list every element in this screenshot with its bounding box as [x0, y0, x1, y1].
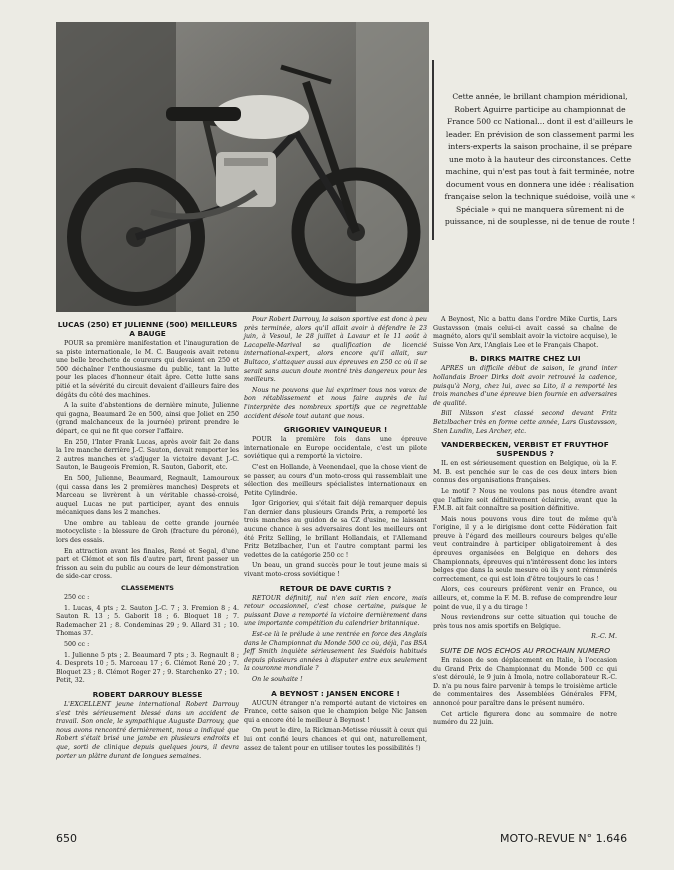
headline-grigoriev: GRIGORIEV VAINQUEUR ! — [283, 425, 388, 435]
paragraph: En raison de son déplacement en Italie, à l'occasion du Grand Prix de Championnat du Monde 500 cc qui s'est déroulé, le 9 juin à Imola, notre collaborateur R.-C. D. n'a pu nous faire parvenir à temps le troisième article de commentaires des Assemblées Générales FFM, annoncé pour paraître dans le présent numéro. — [433, 657, 617, 707]
paragraph: RETOUR définitif, nul n'en sait rien encore, mais retour occasionnel, c'est chose certaine, puisque le puissant Dave a remporté la victoire dernièrement dans une importante compétition du calendrier britannique. — [244, 594, 427, 628]
magazine-issue: MOTO-REVUE N° 1.646 — [500, 832, 628, 845]
column-2 — [244, 316, 427, 755]
paragraph: Alors, ces coureurs préfèrent venir en France, ou ailleurs, et, comme la F. M. B. refuse de comprendre leur point de vue, il y a du tirage ! — [433, 586, 617, 611]
paragraph: Pour Robert Darrouy, la saison sportive est donc à peu près terminée, alors qu'il allait avoir à défendre le 23 juin, à Vesoul, le 28 juillet à Lavaur et le 11 août à Lacapelle-Marival sa qualification de licencié international-expert, alors encore qu'il allait, sur Bultaco, s'attaquer aussi aux épreuves en 250 cc où il se serait sans aucun doute montré très dangereux pour les meilleurs. — [244, 316, 427, 384]
paragraph: C'est en Hollande, à Veenendael, que la chose vient de se passer, au cours d'un moto-cross qui rassemblait une sélection des meilleurs spécialistes internationaux en Petite Cylindrée. — [244, 463, 427, 497]
paragraph: IL en est sérieusement question en Belgique, où la F. M. B. est penchée sur le cas de ces deux inters bien connus des organisations françaises. — [433, 460, 617, 485]
page-number: 650 — [56, 832, 77, 845]
paragraph: Est-ce là le prélude à une rentrée en force des Anglais dans le Championnat du Monde 500 cc où, déjà, l'as BSA Jeff Smith inquiète sérieusement les Suédois habitués depuis plusieurs années à disputer entre eux seulement la couronne mondiale ? — [244, 631, 427, 673]
headline-bauge: LUCAS (250) ET JULIENNE (500) MEILLEURS A BAUGE — [57, 320, 238, 338]
paragraph: Nous ne pouvons que lui exprimer tous nos vœux de bon rétablissement et nous faire auprès de lui l'interprète des nombreux sportifs que ce regrettable accident désole tout autant que nous. — [244, 386, 427, 420]
paragraph: Un beau, un grand succès pour le tout jeune mais si vivant moto-cross soviétique ! — [244, 562, 427, 579]
paragraph: En attraction avant les finales, René et Segal, d'une part et Clémot et son fils d'autre part, firent passer un frisson au sein du public au cours de leur démonstration de side-car cross. — [56, 547, 239, 581]
paragraph: On peut le dire, la Rickman-Metisse réussit à ceux qui lui ont confié leurs chances et qui ont, naturellement, assez de talent pour en utiliser toutes les possibilités !) — [244, 727, 427, 752]
headline-curtis: RETOUR DE DAVE CURTIS ? — [279, 583, 392, 593]
column-3 — [433, 316, 617, 730]
headline-suspendus: VANDERBECKEN, VERBIST ET FRUYTHOF SUSPENDUS ? — [441, 440, 609, 459]
results-500: 1. Julienne 5 pts ; 2. Beaumard 7 pts ; 3. Regnault 8 ; 4. Desprets 10 ; 5. Marceau 17 ; 6. Clémot René 20 ; 7. Bloquet 23 ; 8. Clémot Roger 27 ; 9. Starchenko 27 ; 10. Petit, 32. — [56, 651, 239, 685]
paragraph: A Beynost, Nic a battu dans l'ordre Mike Curtis, Lars Gustavsson (mais celui-ci avait cassé sa chaîne de magnéto, alors qu'il semblait avoir la victoire acquise), le Suisse Von Arx, l'Anglais Lee et le Français Chapot. — [433, 316, 617, 349]
paragraph: On le souhaite ! — [252, 675, 303, 683]
headline-darrouy: ROBERT DARROUY BLESSE — [92, 689, 203, 699]
paragraph: Bill Nilsson s'est classé second devant Fritz Betzlbacher très en forme cette année, Lars Gustavsson, Sten Lundin, Les Archer, etc. — [433, 410, 617, 435]
classements-heading: CLASSEMENTS — [121, 584, 174, 593]
paragraph: En 500, Julienne, Beaumard, Regnault, Lamouroux (qui cassa dans les 2 premières manches) Desprets et Marceau se livrèrent à un véritable chassé-croisé, auquel Lucas ne put participer, ayant des ennuis mécaniques dans les 2 manches. — [56, 474, 239, 517]
paragraph: En 250, l'Inter Frank Lucas, après avoir fait 2e dans la 1re manche derrière J.-C. Sauton, devait remporter les 2 autres manches et s'adjuger la victoire devant J.-C. Sauton, le Baugeois Fremion, R. Sauton, Gaborit, etc. — [56, 438, 239, 472]
column-1 — [56, 316, 239, 763]
paragraph: Igor Grigoriev, qui s'était fait déjà remarquer depuis l'an dernier dans plusieurs Grands Prix, a remporté les trois manches au guidon de sa CZ d'usine, ne laissant aucune chance à ses adversaires dont les meilleurs ont été Fritz Selling, le brillant Hollandais, et l'Allemand Fritz Betzlbacher, l'un et l'autre comptant parmi les vedettes de la catégorie 250 cc ! — [244, 500, 427, 559]
results-250: 1. Lucas, 4 pts ; 2. Sauton J.-C. 7 ; 3. Fremion 8 ; 4. Sauton R. 13 ; 5. Gaborit 18 ; 6. Bloquet 18 ; 7. Rademacher 21 ; 8. Condeminas 29 ; 9. Allard 31 ; 10. Thomas 37. — [56, 604, 239, 638]
paragraph: Une ombre au tableau de cette grande journée motocycliste : la blessure de Groh (fracture du péroné), lors des essais. — [56, 519, 239, 545]
headline-suite: SUITE DE NOS ECHOS AU PROCHAIN NUMERO — [439, 646, 611, 655]
paragraph: L'EXCELLENT jeune international Robert Darrouy s'est très sérieusement blessé dans un accident de travail. Son oncle, le sympathique Auguste Darrouy, que nous avons rencontré dernièrement, nous a indiqué que Robert s'était brisé une jambe en plusieurs endroits et que, sorti de clinique depuis quelques jours, il devra porter un plâtre durant de longues semaines. — [56, 700, 239, 760]
signature: R.-C. M. — [591, 633, 617, 641]
paragraph: A la suite d'abstentions de dernière minute, Julienne qui gagna, Beaumard 2e en 500, ainsi que Joliet en 250 (grand malchanceux de la journée) prirent prendre le départ, ce qui ne fit que corser l'affaire. — [56, 402, 239, 435]
paragraph: Nous reviendrons sur cette situation qui touche de près tous nos amis sportifs en Belgique. — [433, 614, 617, 630]
paragraph: Cet article figurera donc au sommaire de notre numéro du 22 juin. — [433, 710, 617, 727]
paragraph: POUR la première fois dans une épreuve internationale en Europe occidentale, c'est un pilote soviétique qui a remporté la victoire. — [244, 436, 427, 461]
paragraph: APRES un difficile début de saison, le grand inter hollandais Broer Dirks doit avoir retrouvé la cadence, puisqu'à Norg, chez lui, avec sa Lito, il a remporté les trois manches d'une épreuve bien fournie en adversaires de qualité. — [433, 365, 617, 407]
headline-dirks: B. DIRKS MAITRE CHEZ LUI — [469, 354, 581, 364]
paragraph: POUR sa première manifestation et l'inauguration de sa piste internationale, le M. C. Baugeois avait retenu une belle brochette de coureurs qui devaient en 250 et 500 déchaîner l'enthousiasme du public, tant la lutte pour les places d'honneur était âpre. Cette lutte sans pitié et la sévérité du circuit devaient d'ailleurs faire des dégâts du côté des machines. — [56, 340, 239, 399]
headline-beynost: A BEYNOST : JANSEN ENCORE ! — [271, 688, 400, 698]
category-250: 250 cc : — [64, 594, 90, 602]
paragraph: Mais nous pouvons vous dire tout de même qu'à l'origine, il y a le dirigisme dont cette Fédération fait preuve à l'égard des meilleurs coureurs belges qu'elle veut contraindre à participer obligatoirement à des épreuves organisées en Belgique en dehors des Championnats, épreuves qui n'intéressent donc les inters belges que dans la seule mesure où ils y sont rémunérés correctement, ce qui est loin d'être toujours le cas ! — [433, 515, 617, 583]
paragraph: Le motif ? Nous ne voulons pas nous étendre avant que l'affaire soit définitivement éclaircie, avant que la F.M.B. ait fait connaître sa position définitive. — [433, 487, 617, 513]
category-500: 500 cc : — [64, 641, 90, 648]
motorcycle-photo — [56, 22, 429, 312]
paragraph: AUCUN étranger n'a remporté autant de victoires en France, cette saison que le champion belge Nic Jansen qui a encore été le meilleur à Beynost ! — [244, 699, 427, 724]
photo-caption: Cette année, le brillant champion méridional, Robert Aguirre participe au championnat de France 500 cc National... dont il est d'ailleurs le leader. En prévision de son classement parmi les inters-experts la saison prochaine, il se prépare une moto à la hauteur des circonstances. Cette machine, qui n'est pas tout à fait terminée, notre document vous en donnera une idée : réalisation française selon la technique suédoise, voilà une « Spéciale » qui ne manquera sûrement ni de puissance, ni de souplesse, ni de tenue de route ! — [444, 92, 636, 226]
